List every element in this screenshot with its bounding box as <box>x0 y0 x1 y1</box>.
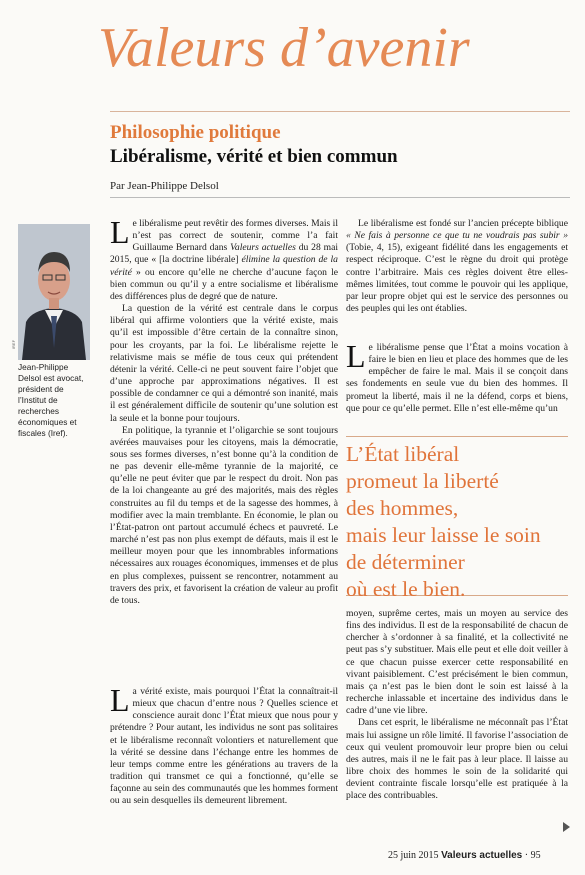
divider <box>110 111 570 112</box>
paragraph: La question de la vérité est centrale dans le corpus libéral qui affirme volontiers que la vérité existe, mais qu’il est impossible d’être certain de la connaître sinon, pour les croyants, par la foi. Le libéralisme rejette le relativisme mais se méfie de tous ceux qui prétendent détenir la vérité. Celle-ci ne peut souvent faire l’objet que d’une approche par approximations négatives. Il est possible de condamner ce qui a démontré son inanité, mais il est généralement difficile de soutenir qu’une solution est la seule et la bonne pour toujours. <box>110 303 338 424</box>
masthead: Valeurs d’avenir <box>98 17 470 79</box>
continue-arrow-icon <box>563 822 570 832</box>
article-column-1 <box>110 218 338 670</box>
article-column-2-continued <box>346 608 568 842</box>
paragraph: Le libéralisme est fondé sur l’ancien précepte biblique « Ne fais à personne ce que tu ne voudrais pas subir » (Tobie, 4, 15), exigeant fidélité dans les engagements et respect réciproque. C’est le règne du droit qui protège contre l’arbitraire. Mais ces règles doivent être elles-mêmes limitées, tout comme le pouvoir qui les applique, par leur propre objet qui est le service des personnes ou des peuples qui les ont établies. <box>346 218 568 315</box>
article-column-1-continued <box>110 686 338 846</box>
section-topic: Philosophie politique <box>110 122 281 143</box>
author-caption <box>18 362 94 439</box>
paragraph: moyen, suprême certes, mais un moyen au service des fins des individus. Il est de la responsabilité de chacun de chercher à s’ordonner à sa finalité, et la collectivité ne peut pas s’y substituer. Mais elle peut et elle doit veiller à ce que chacun puisse exercer cette responsabilité en vivant paisiblement. C’est précisément le bien commun, mais ça n’est pas le bien dont le soin est laissé à la recherche inlassable et incertaine des individus dans le cadre d’une vie libre. <box>346 608 568 717</box>
drop-cap: L <box>346 342 366 374</box>
photo-credit: IREF <box>11 339 17 350</box>
paragraph: La vérité existe, mais pourquoi l’État la connaîtrait-il mieux que chacun d’entre nous ? Quelles science et conscience aurait donc l’État mieux que nous pour y prétendre ? Pour autant, les individus ne sont pas solitaires et le libéralisme reconnaît volontiers et naturellement que la vérité se dessine dans l’échange entre les hommes de leur temps comme entre les générations au travers de la tradition qui transmet ce qui a fonctionné, qu’elle se façonne au sein des communautés que les hommes forment ou au sein desquelles ils demeurent librement. <box>110 686 338 807</box>
author-name: Jean-Philippe <box>18 362 69 372</box>
pull-quote: L’État libéral promeut la liberté des hommes, mais leur laisse le soin de déterminer où est le bien. <box>346 436 568 596</box>
paragraph: Dans cet esprit, le libéralisme ne méconnaît pas l’État mais lui assigne un rôle limité. Il favorise l’association de ceux qui veulent promouvoir leur propre bien ou celui des autres, mais il ne le fait pas à leur place. Il laisse au libre choix des hommes le soin de la solidarité qui devient contrainte fiscale lorsqu’elle est pratiquée à la place des contribuables. <box>346 717 568 802</box>
drop-cap: L <box>110 686 130 718</box>
paragraph: Le libéralisme pense que l’État a moins vocation à faire le bien en lieu et place des hommes que de les empêcher de faire le mal. Mais il se conçoit dans ses fondements en seule vue du bien des hommes. Il promeut la liberté, mais il ne la défend, corps et biens, que pour ce qu’elle permet. Elle n’est elle-même qu’un <box>346 342 568 414</box>
author-photo <box>18 224 90 360</box>
article-headline: Libéralisme, vérité et bien commun <box>110 146 398 167</box>
divider <box>110 197 570 198</box>
paragraph: Le libéralisme peut revêtir des formes diverses. Mais il n’est pas correct de soutenir, comme l’a fait Guillaume Bernard dans Valeurs actuelles du 28 mai 2015, que « [la doctrine libérale] élimine la question de la vérité » ou encore qu’elle ne cherche d’aucune façon le bien commun ou qu’il y a entre socialisme et libéralisme des différences plus de degré que de nature. <box>110 218 338 302</box>
issue-date: 25 juin 2015 <box>388 850 439 861</box>
drop-cap: L <box>110 218 130 250</box>
magazine-name: Valeurs actuelles <box>441 850 523 861</box>
paragraph: En politique, la tyrannie et l’oligarchie se sont toujours avérées mauvaises pour les citoyens, mais la démocratie, sous ses formes diverses, n’est bonne qu’à la condition de ne pas devenir elle-même tyrannie de la majorité, ce qu’elle ne peut éviter que par le respect du droit. Non pas de la loi changeante au gré des majorités, mais des règles construites au fil du temps et de la sagesse des hommes, à modifier avec la main tremblante. En économie, le plan ou l’État-patron ont partout accumulé échecs et pauvreté. Le marché n’est pas non plus exempt de défauts, mais il est le meilleur moyen pour que les innombrables informations nécessaires aux rouages économiques, immenses et de plus en plus complexes, puissent se rencontrer, notamment au travers des prix, et favorisent la création de valeur au profit de tous. <box>110 424 338 606</box>
author-portrait <box>18 224 90 360</box>
article-column-2-section <box>346 342 568 430</box>
byline: Par Jean-Philippe Delsol <box>110 180 219 192</box>
author-bio: Delsol est avocat, président de l’Institut de recherches économiques et fiscales (Iref). <box>18 373 84 438</box>
page-footer: 25 juin 2015 Valeurs actuelles · 95 <box>388 850 541 861</box>
article-column-2 <box>346 218 568 336</box>
page-number: 95 <box>530 850 541 861</box>
